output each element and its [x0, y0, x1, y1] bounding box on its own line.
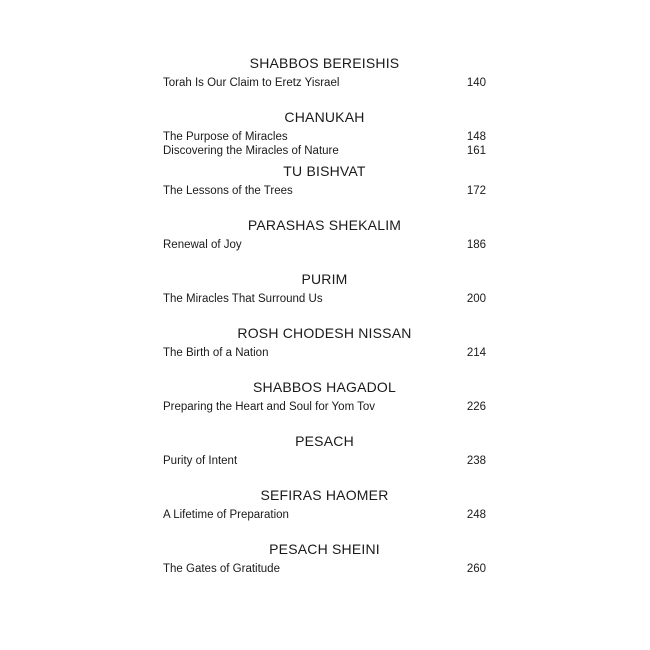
entry-title: Preparing the Heart and Soul for Yom Tov	[163, 401, 376, 413]
entry-page-number: 238	[466, 455, 486, 467]
toc-entry[interactable]	[163, 292, 486, 306]
entry-page-number: 140	[466, 77, 486, 89]
toc-entry[interactable]	[163, 130, 486, 144]
section-title: PESACH	[295, 433, 354, 449]
toc-entry[interactable]	[163, 144, 486, 158]
entry-title: The Purpose of Miracles	[163, 131, 288, 143]
entry-title: The Gates of Gratitude	[163, 563, 280, 575]
section-entries	[163, 184, 486, 198]
entry-page-number: 148	[466, 131, 486, 143]
section-title: PESACH SHEINI	[269, 541, 380, 557]
section-entries	[163, 76, 486, 90]
section-title: PURIM	[301, 271, 348, 287]
section-entries	[163, 454, 486, 468]
section-title: PARASHAS SHEKALIM	[247, 217, 402, 233]
section-entries	[163, 292, 486, 306]
entry-title: A Lifetime of Preparation	[163, 509, 289, 521]
toc-entry[interactable]	[163, 76, 486, 90]
entry-title: The Birth of a Nation	[163, 347, 269, 359]
section-title: SHABBOS HAGADOL	[252, 379, 397, 395]
entry-title: Purity of Intent	[163, 455, 238, 467]
section-title: CHANUKAH	[284, 109, 365, 125]
entry-page-number: 172	[466, 185, 486, 197]
section-entries	[163, 130, 486, 158]
entry-title: Torah Is Our Claim to Eretz Yisrael	[163, 77, 340, 89]
toc-entry[interactable]	[163, 184, 486, 198]
entry-page-number: 186	[466, 239, 486, 251]
toc-entry[interactable]	[163, 454, 486, 468]
entry-page-number: 200	[466, 293, 486, 305]
toc-entry[interactable]	[163, 346, 486, 360]
section-entries	[163, 346, 486, 360]
toc-section	[163, 324, 486, 378]
section-entries	[163, 508, 486, 522]
section-entries	[163, 400, 486, 414]
toc-section	[163, 540, 486, 594]
toc-entry[interactable]	[163, 238, 486, 252]
entry-page-number: 214	[466, 347, 486, 359]
section-entries	[163, 562, 486, 576]
toc-section	[163, 162, 486, 216]
entry-title: Renewal of Joy	[163, 239, 242, 251]
toc-section	[163, 270, 486, 324]
entry-title: The Lessons of the Trees	[163, 185, 293, 197]
toc-section	[163, 216, 486, 270]
section-title: SEFIRAS HAOMER	[260, 487, 389, 503]
entry-title: Discovering the Miracles of Nature	[163, 145, 339, 157]
toc-section	[163, 378, 486, 432]
toc-section	[163, 486, 486, 540]
toc-entry[interactable]	[163, 562, 486, 576]
toc-entry[interactable]	[163, 400, 486, 414]
entry-title: The Miracles That Surround Us	[163, 293, 323, 305]
toc-entry[interactable]	[163, 508, 486, 522]
entry-page-number: 226	[466, 401, 486, 413]
section-entries	[163, 238, 486, 252]
toc-section	[163, 432, 486, 486]
section-title: SHABBOS BEREISHIS	[249, 55, 400, 71]
entry-page-number: 260	[466, 563, 486, 575]
toc-section	[163, 54, 486, 108]
section-title: TU BISHVAT	[283, 163, 366, 179]
entry-page-number: 248	[466, 509, 486, 521]
table-of-contents	[163, 54, 486, 594]
entry-page-number: 161	[466, 145, 486, 157]
toc-section	[163, 108, 486, 162]
section-title: ROSH CHODESH NISSAN	[237, 325, 412, 341]
